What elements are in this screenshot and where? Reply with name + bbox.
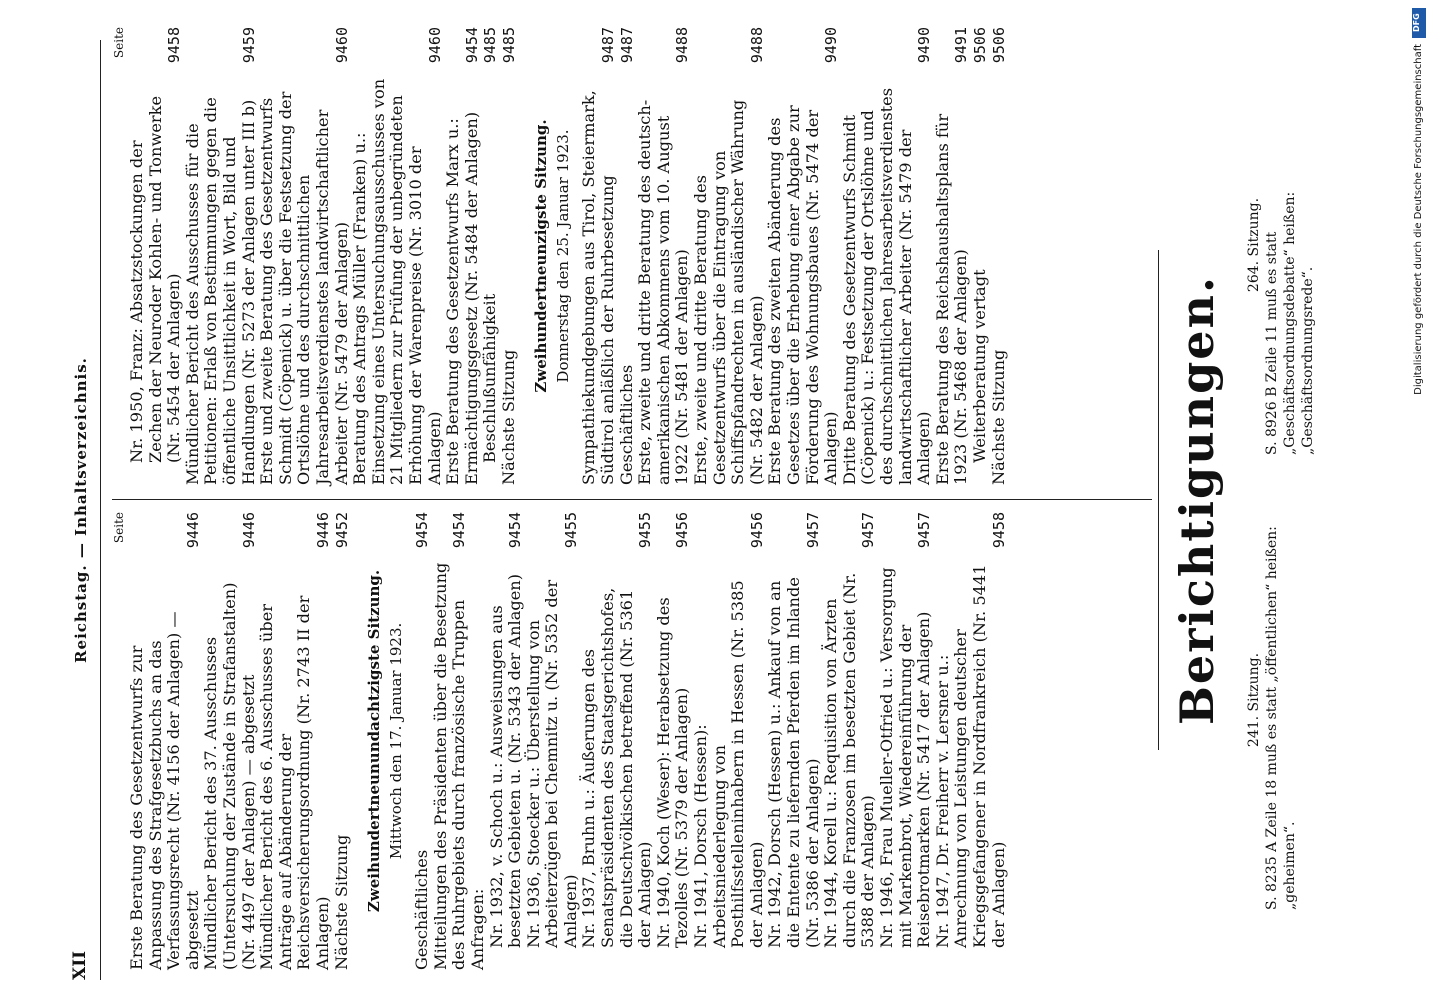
toc-entry-page: 9457 <box>803 512 822 549</box>
toc-entry-text: Weiterberatung vertagt <box>969 269 989 463</box>
toc-entry <box>488 512 525 970</box>
correction-text: S. 8235 A Zeile 18 muß es statt „öffentlichen“ heißen: „geheimen“. <box>1264 526 1298 910</box>
correction-session: 241. Sitzung. <box>1246 652 1262 748</box>
dfg-logo: DFG <box>1412 8 1426 38</box>
toc-entry-text: Nr. 1932, v. Schoch u.: Ausweisungen aus besetzten Gebieten u. (Nr. 5343 der Anlagen) <box>486 573 525 948</box>
toc-entry-page: 9456 <box>747 512 766 549</box>
toc-entry-text: Geschäftliches <box>412 849 432 970</box>
toc-entry <box>580 512 654 970</box>
toc-entry-text: Nr. 1941, Dorsch (Hessen): Arbeitsniederlegung von Posthilfsstelleninhabern in Hessen (Nr. 5385 der Anlagen) <box>691 580 766 948</box>
toc-entry-text: Mündlicher Bericht des 37. Ausschusses (Untersuchung der Zustände in Strafanstalten) (Nr. 4497 der Anlagen) — abgesetzt <box>201 582 258 970</box>
toc-entry-text: Erste, zweite und dritte Beratung des deutsch-amerikanischen Abkommens vom 10. August 1922 (Nr. 5481 der Anlagen) <box>635 99 692 485</box>
left-entries-a <box>128 512 351 970</box>
toc-entry-page: 9454 <box>506 512 525 549</box>
right-entries-a <box>128 27 518 485</box>
toc-entry-text: Mitteilungen des Präsidenten über die Besetzung des Ruhrgebiets durch französische Truppen <box>430 562 469 970</box>
toc-entry-page: 9446 <box>239 512 258 549</box>
toc-entry <box>841 27 934 485</box>
toc-entry-text: Erste Beratung des zweiten Abänderung des Gesetzes über die Erhebung einer Abgabe zur Förderung des Wohnungsbaues (Nr. 5474 der Anlagen) <box>765 105 841 485</box>
toc-entry <box>934 512 1008 970</box>
toc-entry-page: 9454 <box>413 512 432 549</box>
toc-entry <box>469 512 488 970</box>
toc-entry-page: 9485 <box>481 27 500 64</box>
toc-entry-page: 9490 <box>822 27 841 64</box>
right-entries-b <box>580 27 1008 485</box>
toc-entry-text: Mündlicher Bericht des 6. Ausschusses über Anträge auf Abänderung der Reichsversicherungsordnung (Nr. 2743 II der Anlagen) <box>257 595 332 970</box>
toc-entry-page: 9456 <box>673 512 692 549</box>
section-date: Donnerstag den 25. Januar 1923. <box>554 129 573 383</box>
toc-entry <box>692 512 766 970</box>
toc-entry-page: 9460 <box>425 27 444 64</box>
toc-entry-text: Nr. 1942, Dorsch (Hessen) u.: Ankauf von an die Entente zu liefernden Pferden im Inlande (Nr. 5386 der Anlagen) <box>765 577 822 948</box>
toc-entry-text: Anfragen: <box>467 888 487 970</box>
header-rule <box>100 40 101 980</box>
correction-session: 264. Sitzung. <box>1246 197 1262 293</box>
toc-entry <box>202 512 258 970</box>
section-title: Zweihundertneunundachtzigste Sitzung. <box>365 569 384 913</box>
toc-entry-page: 9457 <box>915 512 934 549</box>
toc-entry-text: Nr. 1937, Bruhn u.: Äußerungen des Senatspräsidenten des Staatsgerichtshofes, die Deutschvölkischen betreffend (Nr. 5361 der Anlagen) <box>579 587 655 948</box>
toc-entry <box>618 27 637 485</box>
toc-entry <box>413 512 432 970</box>
toc-entry <box>481 27 500 485</box>
toc-entry-text: Geschäftliches <box>616 364 636 485</box>
toc-entry <box>990 27 1009 485</box>
page-header <box>64 40 94 980</box>
toc-entry-page: 9488 <box>673 27 692 64</box>
toc-entry <box>934 27 971 485</box>
toc-entry-page: 9460 <box>332 27 351 64</box>
toc-entry <box>444 27 481 485</box>
toc-entry-text: Erste, zweite und dritte Beratung des Gesetzentwurfs über die Eintragung von Schiffspfandrechten in ausländischer Währung (Nr. 5482 der Anlagen) <box>691 99 766 485</box>
toc-entry-text: Dritte Beratung des Gesetzentwurfs Schmidt (Cöpenick) u.: Festsetzung der Ortslöhne und des durchschnittlichen Jahresarbeitsverdienstes landwirtschaftlicher Arbeiter (Nr. 5479 der Anlagen) <box>839 87 934 485</box>
toc-entry <box>636 27 692 485</box>
correction-item <box>1245 35 1317 455</box>
toc-entry-page: 9491 <box>952 27 971 64</box>
toc-entry-text: Nr. 1940, Koch (Weser): Herabsetzung des Tezolles (Nr. 5379 der Anlagen) <box>653 597 692 948</box>
toc-entry <box>878 512 934 970</box>
toc-entry-text: Beratung des Antrags Müller (Franken) u.: Einsetzung eines Untersuchungsausschusses von 21 Mitgliedern zur Prüfung der unbegründeten Erhöhung der Warenpreise (Nr. 3010 der Anlagen) <box>350 78 444 485</box>
toc-entry-page: 9458 <box>989 512 1008 549</box>
toc-entry <box>580 27 617 485</box>
toc-entry-text: Erste Beratung des Gesetzentwurfs zur Anpassung des Strafgesetzbuchs an das Verfassungsrecht (Nr. 4156 der Anlagen) — abgesetzt <box>127 611 202 970</box>
toc-entry-text: Nr. 1947, Dr. Freiherr v. Lersner u.: Anrechnung von Leistungen deutscher Kriegsgefangener in Nordfrankreich (Nr. 5441 der Anlagen) <box>932 564 1008 948</box>
toc-entry-text: Beschlußunfähigkeit <box>480 293 500 463</box>
toc-entry-page: 9506 <box>989 27 1008 64</box>
toc-entry-text: Erste Beratung des Gesetzentwurfs Marx u.: Ermächtigungsgesetz (Nr. 5484 der Anlagen) <box>443 111 481 485</box>
toc-entry <box>655 512 692 970</box>
toc-entry-page: 9487 <box>617 27 636 64</box>
toc-entry <box>766 512 822 970</box>
toc-entry-text: Mündlicher Bericht des Ausschusses für die Petitionen: Erlaß von Bestimmungen gegen die öffentliche Unsittlichkeit in Wort, Bild und Handlungen (Nr. 5273 der Anlagen unter III b) <box>182 97 258 485</box>
toc-entry-page: 9457 <box>859 512 878 549</box>
correction-item <box>1245 490 1299 910</box>
toc-entry <box>692 27 766 485</box>
left-column <box>112 512 1008 970</box>
page-title: Reichstag. — Inhaltsverzeichnis. <box>72 357 90 663</box>
toc-entry <box>128 27 184 485</box>
toc-entry-page: 9459 <box>239 27 258 64</box>
toc-entry <box>258 27 351 485</box>
toc-entry <box>525 512 581 970</box>
toc-entry-page: 9490 <box>915 27 934 64</box>
toc-entry-page: 9455 <box>636 512 655 549</box>
digitization-credit: Digitalisierung gefördert durch die Deutsche Forschungsgemeinschaft <box>1413 44 1424 395</box>
toc-entry-text: Erste und zweite Beratung des Gesetzentwurfs Schmidt (Cöpenick) u. über die Festsetzung der Ortslöhne und des durchschnittlichen Jahresarbeitsverdienstes landwirtschaftlicher Arbeiter (Nr. 5479 der Anlagen) <box>257 91 351 485</box>
toc-entry-page: 9455 <box>561 512 580 549</box>
toc-entry-page: 9506 <box>970 27 989 64</box>
toc-entry-page: 9452 <box>332 512 351 549</box>
seite-label: Seite <box>112 512 126 544</box>
toc-entry-text: Nr. 1944, Korell u.: Requisition von Ärzten durch die Franzosen im besetzten Gebiet (Nr. 5388 der Anlagen) <box>821 572 878 948</box>
section-rule <box>1158 250 1159 750</box>
corrections-title: Berichtigungen. <box>1170 275 1224 725</box>
section-title: Zweihundertneunzigste Sitzung. <box>532 119 551 393</box>
toc-entry-page: 9454 <box>450 512 469 549</box>
toc-entry-page: 9485 <box>499 27 518 64</box>
toc-entry-page: 9488 <box>747 27 766 64</box>
digitization-sidebar <box>1404 0 1434 1000</box>
page-number: XII <box>70 950 90 980</box>
left-entries-b <box>413 512 1008 970</box>
toc-entry <box>351 27 444 485</box>
column-divider <box>112 499 1152 500</box>
toc-entry <box>500 27 519 485</box>
toc-entry-page: 9446 <box>313 512 332 549</box>
toc-entry <box>128 512 202 970</box>
toc-entry <box>184 27 258 485</box>
toc-entry-page: 9458 <box>165 27 184 64</box>
toc-entry-text: Erste Beratung des Reichshaushaltsplans für 1923 (Nr. 5468 der Anlagen) <box>932 113 971 485</box>
toc-entry-page: 9454 <box>462 27 481 64</box>
seite-label: Seite <box>112 27 126 59</box>
section-date: Mittwoch den 17. Januar 1923. <box>387 622 406 860</box>
toc-entry <box>766 27 840 485</box>
toc-entry-text: Nächste Sitzung <box>498 349 518 485</box>
toc-entry <box>258 512 332 970</box>
toc-entry-page: 9487 <box>599 27 618 64</box>
toc-entry-text: Nr. 1946, Frau Mueller-Otfried u.: Versorgung mit Markenbrot, Wiedereinführung der Reisebrotmarken (Nr. 5417 der Anlagen) <box>876 567 934 948</box>
toc-entry-page: 9446 <box>183 512 202 549</box>
correction-text: S. 8926 B Zeile 11 muß es statt „Geschäftsordnungsdebatte“ heißen: „Geschäftsordnungsrede“. <box>1264 191 1316 455</box>
toc-entry <box>822 512 878 970</box>
toc-entry <box>971 27 990 485</box>
toc-entry-text: Nr. 1950, Franz: Absatzstockungen der Zechen der Neuroder Kohlen- und Tonwerke (Nr. 5454 der Anlagen) <box>127 95 184 463</box>
toc-entry <box>432 512 469 970</box>
toc-entry-text: Nächste Sitzung <box>988 349 1008 485</box>
right-column <box>112 27 1008 485</box>
toc-entry-text: Sympathiekundgebungen aus Tirol, Steiermark, Südtirol anläßlich der Ruhrbesetzung <box>579 90 618 485</box>
toc-entry-text: Nr. 1936, Stoecker u.: Überstellung von Arbeiterzügen bei Chemnitz u. (Nr. 5352 der Anlagen) <box>523 579 580 948</box>
toc-entry-text: Nächste Sitzung <box>331 834 351 970</box>
toc-entry <box>333 512 352 970</box>
